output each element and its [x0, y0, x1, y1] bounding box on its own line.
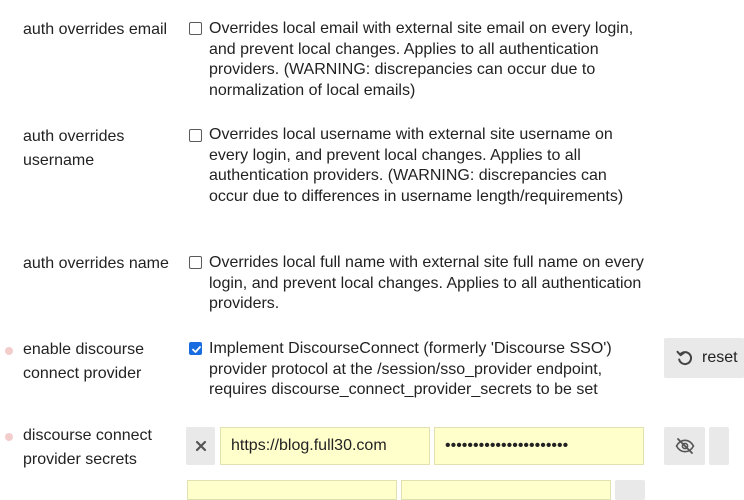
- setting-description: Overrides local email with external site email on every login, and prevent local changes. Applies to all authentication providers. (WARNING: discrepancies can occur due to normalization of local emails): [209, 20, 634, 99]
- setting-label: auth overrides email: [23, 21, 168, 38]
- add-secret-button[interactable]: [615, 480, 645, 500]
- setting-label: auth overrides name: [23, 255, 169, 272]
- setting-checkbox[interactable]: [189, 256, 202, 269]
- secret-domain-input[interactable]: [220, 427, 430, 465]
- setting-checkbox[interactable]: [189, 342, 202, 355]
- setting-label: auth overrides username: [23, 128, 125, 169]
- setting-checkbox[interactable]: [189, 129, 202, 142]
- eye-slash-icon: [675, 438, 695, 454]
- modified-indicator-dot: [5, 433, 13, 441]
- setting-description: Implement DiscourseConnect (formerly 'Discourse SSO') provider protocol at the /session/sso_provider endpoint, requires discourse_connect_provider_secrets to be set: [209, 340, 612, 398]
- secret-action-button[interactable]: [709, 427, 729, 465]
- secret-value-input[interactable]: [434, 427, 644, 465]
- undo-icon: [676, 349, 694, 367]
- setting-checkbox[interactable]: [189, 22, 202, 35]
- secret-value-input-next[interactable]: [401, 480, 611, 500]
- secret-domain-input-next[interactable]: [187, 480, 397, 500]
- toggle-secret-visibility-button[interactable]: [664, 427, 705, 465]
- remove-secret-button[interactable]: [186, 427, 215, 465]
- times-icon: [195, 440, 207, 452]
- setting-label: enable discourse connect provider: [23, 341, 144, 382]
- setting-description: Overrides local full name with external site full name on every login, and prevent local changes. Applies to all authentication providers.: [209, 254, 644, 312]
- reset-button-label: reset: [702, 349, 738, 366]
- reset-button[interactable]: [664, 338, 744, 378]
- setting-description: Overrides local username with external site username on every login, and prevent local changes. Applies to all authentication providers. (WARNING: discrepancies can occur due to differences in username length/requirements): [209, 126, 624, 205]
- setting-label: discourse connect provider secrets: [23, 427, 152, 468]
- modified-indicator-dot: [5, 347, 13, 355]
- check-icon: [191, 344, 202, 355]
